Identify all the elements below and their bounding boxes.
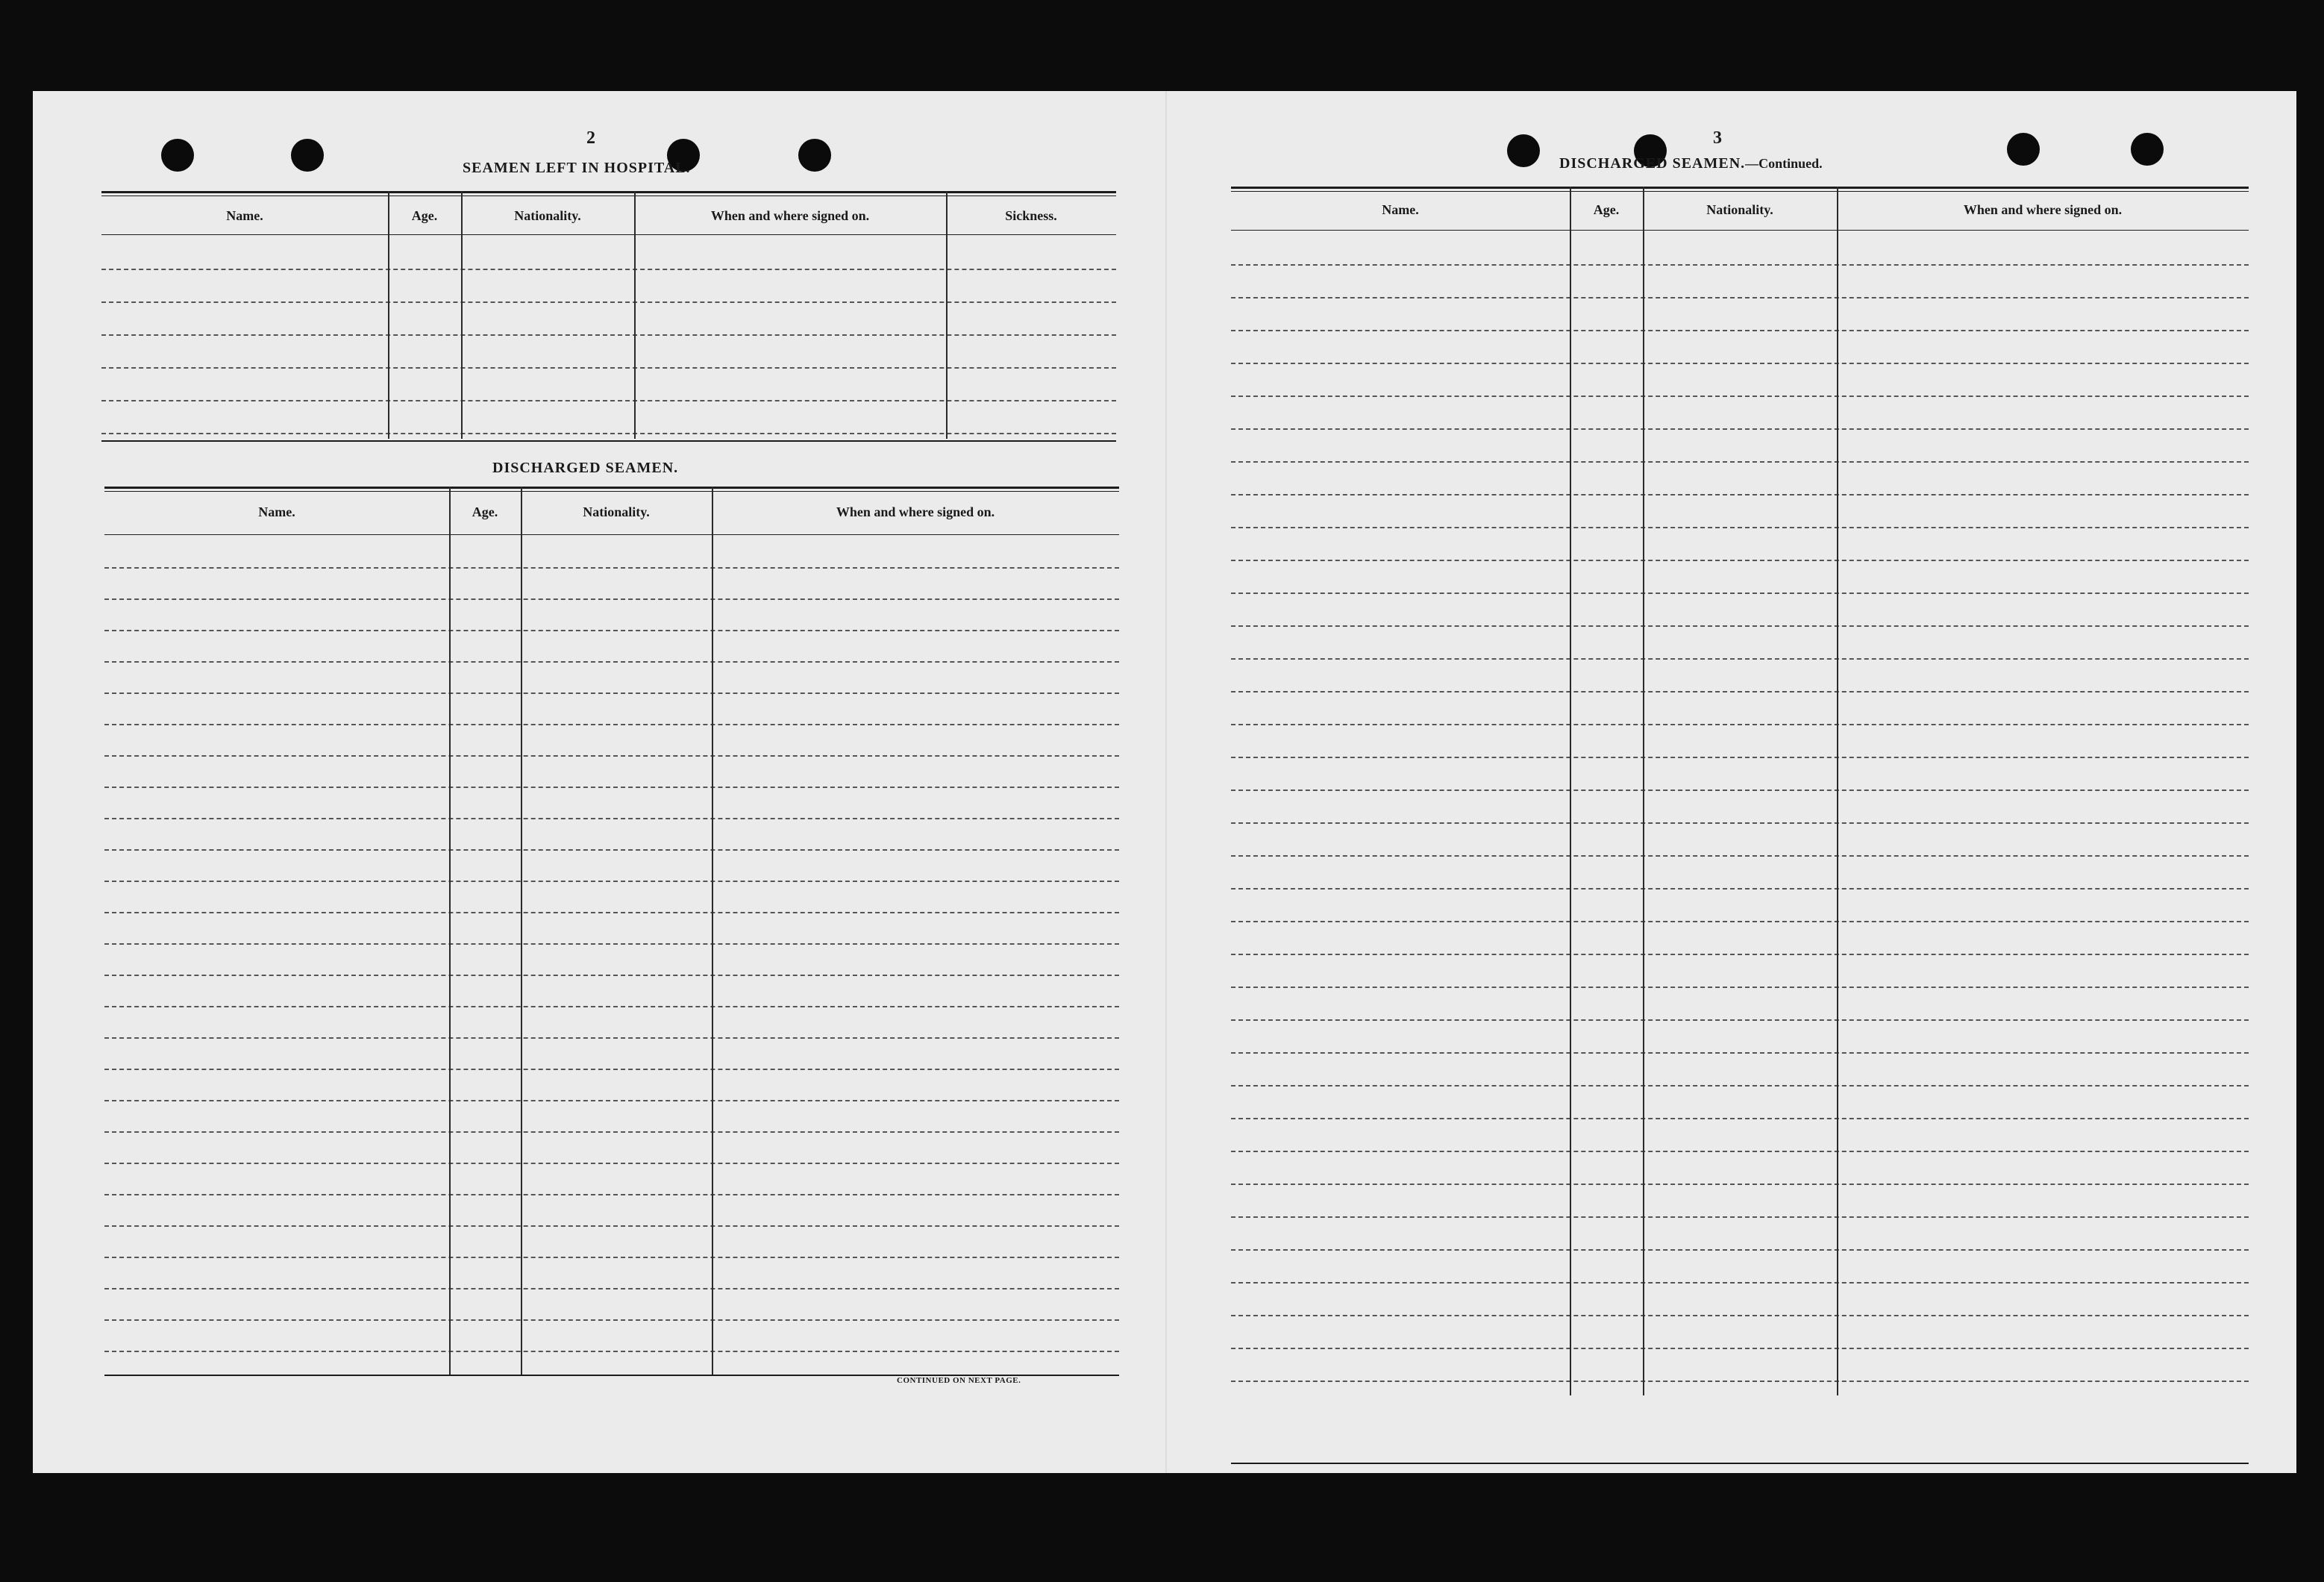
table-row xyxy=(104,787,1119,788)
page-fold xyxy=(1165,91,1167,1473)
table-row xyxy=(104,1131,1119,1133)
table-row xyxy=(1231,1216,2249,1218)
discharged-table-left xyxy=(104,487,1119,1464)
table-row xyxy=(1231,1381,2249,1382)
table-row xyxy=(104,881,1119,882)
table-row xyxy=(1231,790,2249,791)
punch-hole xyxy=(798,139,831,172)
table-row xyxy=(104,943,1119,945)
table-row xyxy=(104,661,1119,663)
table-row xyxy=(1231,987,2249,988)
col-header-nationality: Nationality. xyxy=(514,207,581,223)
table-row xyxy=(104,1351,1119,1352)
table-row xyxy=(104,1006,1119,1007)
table-row xyxy=(1231,724,2249,725)
table-row xyxy=(101,334,1116,336)
punch-hole xyxy=(2131,133,2164,166)
discharged-table-right-body xyxy=(1231,231,2249,1470)
table-row xyxy=(1231,1085,2249,1087)
discharged-continued-header xyxy=(1231,193,2249,227)
table-row xyxy=(1231,1151,2249,1152)
form-sheet xyxy=(33,91,2296,1473)
table-row xyxy=(104,567,1119,569)
table-row xyxy=(104,912,1119,913)
table-row xyxy=(1231,527,2249,528)
table-row xyxy=(104,598,1119,600)
table-row xyxy=(1231,658,2249,660)
table-row xyxy=(1231,560,2249,561)
table-row xyxy=(1231,330,2249,331)
punch-hole xyxy=(1507,134,1540,167)
table-row xyxy=(104,1194,1119,1195)
col-header-signed-on: When and where signed on. xyxy=(836,504,995,519)
discharged-continued-title xyxy=(1559,155,1823,172)
col-header-sickness: Sickness. xyxy=(1005,207,1057,223)
table-row xyxy=(1231,1348,2249,1349)
table-row xyxy=(104,975,1119,976)
table-row xyxy=(1231,461,2249,463)
punch-hole xyxy=(161,139,194,172)
hospital-table-header xyxy=(101,197,1116,234)
table-row xyxy=(1231,954,2249,955)
table-row xyxy=(104,1163,1119,1164)
table-row xyxy=(104,1288,1119,1289)
hospital-section-title: SEAMEN LEFT IN HOSPITAL. xyxy=(463,160,691,176)
table-row xyxy=(101,269,1116,270)
discharged-table-right xyxy=(1231,187,2249,1470)
table-row xyxy=(1231,363,2249,364)
discharged-table-left-body xyxy=(104,536,1119,1464)
table-row xyxy=(1231,297,2249,298)
table-row xyxy=(1231,428,2249,430)
table-row xyxy=(104,630,1119,631)
table-row xyxy=(1231,1249,2249,1251)
table-row xyxy=(1231,625,2249,627)
col-header-nationality: Nationality. xyxy=(1706,201,1773,217)
table-row xyxy=(1231,264,2249,266)
table-row xyxy=(104,1257,1119,1258)
table-row xyxy=(1231,855,2249,857)
table-row xyxy=(104,692,1119,694)
discharged-continued-title-main: DISCHARGED SEAMEN. xyxy=(1559,155,1746,172)
table-row xyxy=(1231,1052,2249,1054)
discharged-table-header xyxy=(104,493,1119,531)
table-row xyxy=(1231,691,2249,692)
table-row xyxy=(101,400,1116,401)
table-row xyxy=(1231,822,2249,824)
table-row xyxy=(1231,1315,2249,1316)
col-header-name: Name. xyxy=(226,207,263,223)
discharged-section-title: DISCHARGED SEAMEN. xyxy=(492,460,679,476)
col-header-name: Name. xyxy=(1382,201,1419,217)
table-row xyxy=(104,818,1119,819)
col-header-age: Age. xyxy=(1593,201,1620,217)
page-number-right: 3 xyxy=(1713,128,1722,148)
punch-hole xyxy=(291,139,324,172)
table-row xyxy=(104,1225,1119,1227)
table-row xyxy=(1231,494,2249,495)
table-row xyxy=(101,433,1116,434)
page-number-left: 2 xyxy=(586,128,595,148)
discharged-continued-title-suffix: —Continued. xyxy=(1745,156,1823,171)
table-row xyxy=(101,367,1116,369)
table-row xyxy=(104,1100,1119,1101)
col-header-signed-on: When and where signed on. xyxy=(710,207,870,223)
table-row xyxy=(1231,1282,2249,1284)
table-row xyxy=(104,1069,1119,1070)
table-row xyxy=(101,301,1116,303)
col-header-name: Name. xyxy=(258,504,295,519)
table-row xyxy=(1231,1019,2249,1021)
table-row xyxy=(104,1319,1119,1321)
table-row xyxy=(1231,757,2249,758)
col-header-age: Age. xyxy=(411,207,438,223)
table-row xyxy=(1231,921,2249,922)
table-row xyxy=(104,1037,1119,1039)
col-header-signed-on: When and where signed on. xyxy=(1963,201,2123,217)
col-header-age: Age. xyxy=(472,504,498,519)
table-row xyxy=(1231,396,2249,397)
table-row xyxy=(104,755,1119,757)
table-row xyxy=(1231,1118,2249,1119)
table-row xyxy=(104,849,1119,851)
punch-hole xyxy=(2007,133,2040,166)
continued-footer: CONTINUED ON NEXT PAGE. xyxy=(897,1376,1021,1385)
col-header-nationality: Nationality. xyxy=(583,504,650,519)
table-row xyxy=(1231,1184,2249,1185)
table-row xyxy=(1231,888,2249,890)
table-row xyxy=(1231,593,2249,594)
table-row xyxy=(104,724,1119,725)
